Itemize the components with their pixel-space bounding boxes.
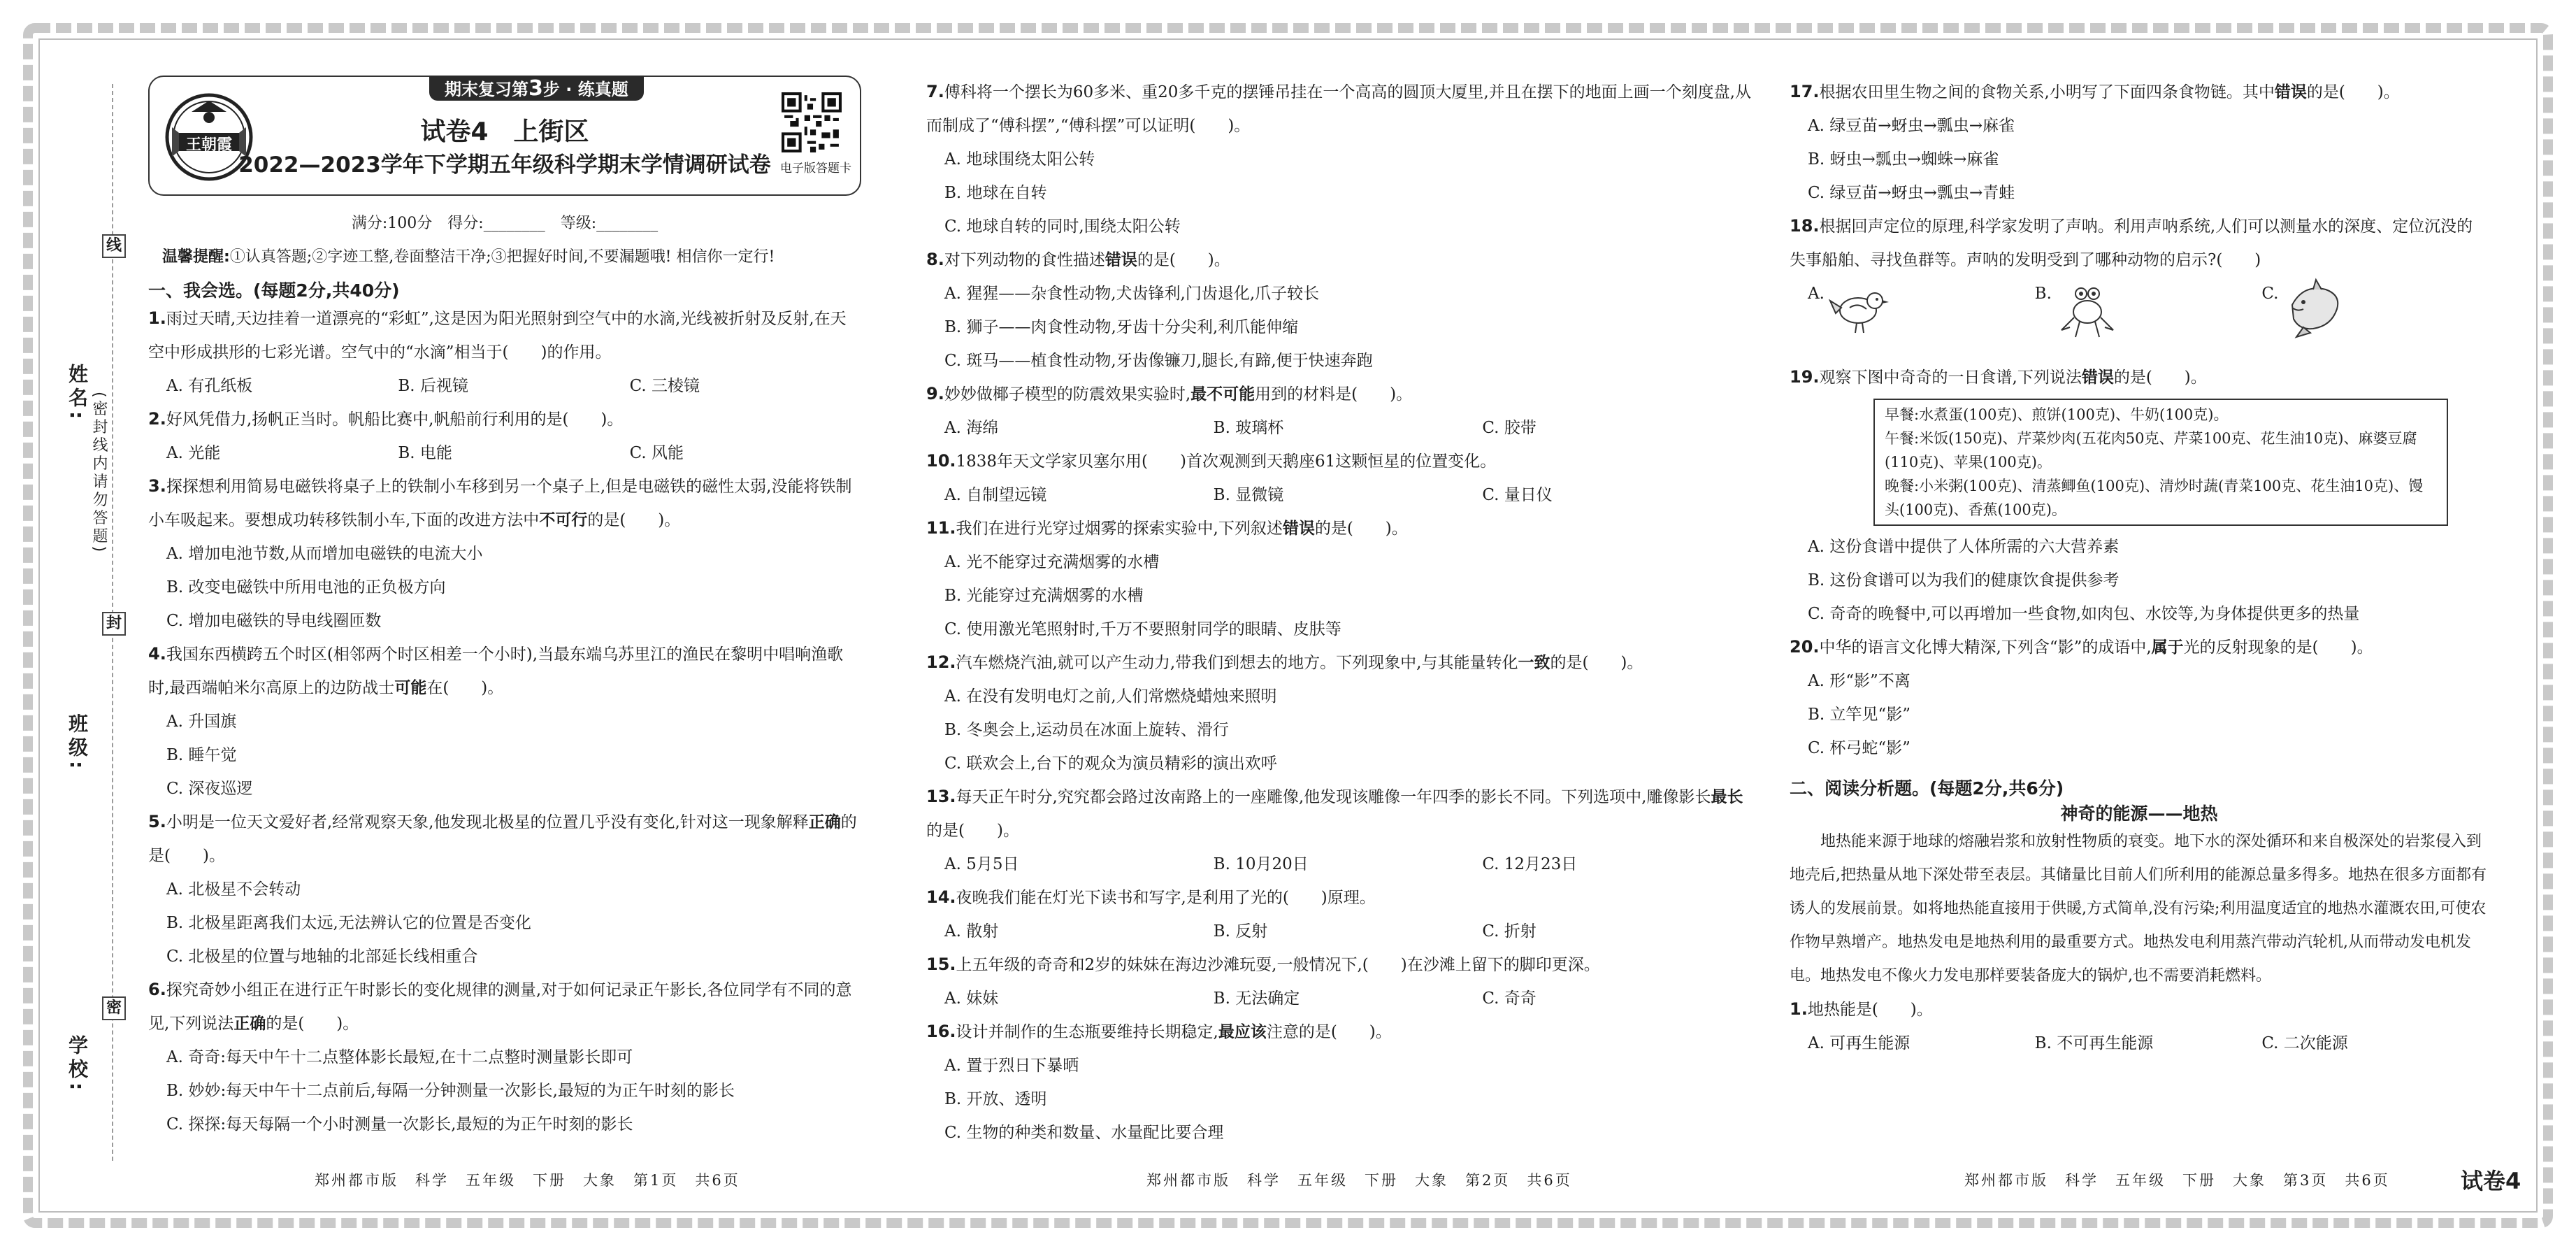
option-a[interactable]: A. 可再生能源: [1808, 1034, 1911, 1052]
option-b[interactable]: B. 睡午觉: [166, 746, 237, 764]
option-b[interactable]: B. 立竿见“影”: [1808, 706, 1911, 724]
question-9: 9.妙妙做椰子模型的防震效果实验时,最不可能用到的材料是( )。 A. 海绵 B. 玻璃杯 C. 胶带: [926, 378, 1751, 445]
option-a[interactable]: A. 升国旗: [166, 713, 237, 731]
question-12: 12.汽车燃烧汽油,就可以产生动力,带我们到想去的地方。下列现象中,与其能量转化一致的是( )。 A. 在没有发明电灯之前,人们常燃烧蜡烛来照明 B. 冬奥会上,运动员在冰面上旋转、滑行 C. 联欢会上,台下的观众为演员精彩的演出欢呼: [926, 646, 1751, 780]
option-c[interactable]: C.: [2261, 277, 2489, 361]
question-18: 18.根据回声定位的原理,科学家发明了声呐。利用声呐系统,人们可以测量水的深度、定位沉没的失事船舶、寻找鱼群等。声呐的发明受到了哪种动物的启示?( ) A. B. C.: [1790, 210, 2489, 361]
option-a[interactable]: A.: [1808, 277, 2035, 361]
question-20: 20.中华的语言文化博大精深,下列含“影”的成语中,属于光的反射现象的是( )。 A. 形“影”不离 B. 立竿见“影” C. 杯弓蛇“影”: [1790, 631, 2489, 765]
question-17: 17.根据农田里生物之间的食物关系,小明写了下面四条食物链。其中错误的是( )。 A. 绿豆苗→蚜虫→瓢虫→麻雀 B. 蚜虫→瓢虫→蜘蛛→麻雀 C. 绿豆苗→蚜虫→瓢虫→青蛙: [1790, 76, 2489, 210]
menu-dinner: 晚餐:小米粥(100克)、清蒸鲫鱼(100克)、清炒时蔬(青菜100克、花生油10克)、馒头(100克)、香蕉(100克)。: [1885, 478, 2424, 518]
menu-breakfast: 早餐:水煮蛋(100克)、煎饼(100克)、牛奶(100克)。: [1885, 406, 2229, 423]
seal-tag-secret: 密: [102, 996, 126, 1020]
question-14: 14.夜晚我们能在灯光下读书和写字,是利用了光的( )原理。 A. 散射 B. 反射 C. 折射: [926, 881, 1751, 948]
option-c[interactable]: C. 生物的种类和数量、水量配比要合理: [944, 1124, 1224, 1142]
exam-header: [148, 76, 861, 196]
review-step-tab: 期末复习第3步 · 练真题: [429, 76, 644, 101]
question-4: 4.我国东西横跨五个时区(相邻两个时区相差一个小时),当最东端乌苏里江的渔民在黎明中唱响渔歌时,最西端帕米尔高原上的边防战士可能在( )。 A. 升国旗 B. 睡午觉 C. 深夜巡逻: [148, 638, 861, 806]
option-b[interactable]: B. 开放、透明: [944, 1090, 1047, 1108]
option-c[interactable]: C. 二次能源: [2261, 1034, 2348, 1052]
option-a[interactable]: A. 光不能穿过充满烟雾的水槽: [944, 553, 1160, 571]
option-b[interactable]: B. 妙妙:每天中午十二点前后,每隔一分钟测量一次影长,最短的为正午时刻的影长: [166, 1082, 735, 1100]
page-footer-3: 郑州都市版 科学 五年级 下册 大象 第3页 共6页: [1964, 1172, 2390, 1189]
logo-text: 王朝霞: [185, 136, 232, 154]
option-a[interactable]: A. 自制望远镜: [944, 486, 1047, 504]
option-c[interactable]: C. 杯弓蛇“影”: [1808, 739, 1911, 757]
question-6: 6.探究奇妙小组正在进行正午时影长的变化规律的测量,对于如何记录正午影长,各位同学有不同的意见,下列说法正确的是( )。 A. 奇奇:每天中午十二点整体影长最短,在十二点整时测量影长即可 B. 妙妙:每天中午十二点前后,每隔一分钟测量一次影长,最短的为正午时刻的影长 C. 探探:每天每隔一个小时测量一次影长,最短的为正午时刻的影长: [148, 973, 861, 1141]
option-a[interactable]: A. 猩猩——杂食性动物,犬齿锋利,门齿退化,爪子较长: [944, 285, 1320, 303]
option-a[interactable]: A. 北极星不会转动: [166, 880, 301, 899]
option-c[interactable]: C. 深夜巡逻: [166, 780, 253, 798]
question-7: 7.傅科将一个摆长为60多米、重20多千克的摆锤吊挂在一个高高的圆顶大厦里,并且在摆下的地面上画一个刻度盘,从而制成了“傅科摆”,“傅科摆”可以证明( )。 A. 地球围绕太阳公转 B. 地球在自转 C. 地球自转的同时,围绕太阳公转: [926, 76, 1751, 243]
exam-subtitle: 2022—2023学年下学期五年级科学期末学情调研试卷: [238, 152, 771, 178]
option-a[interactable]: A. 妹妹: [944, 989, 999, 1008]
option-a[interactable]: A. 这份食谱中提供了人体所需的六大营养素: [1808, 538, 2120, 556]
option-c[interactable]: C. 北极星的位置与地轴的北部延长线相重合: [166, 948, 478, 966]
option-b[interactable]: B. 10月20日: [1213, 855, 1309, 873]
option-b[interactable]: B. 蚜虫→瓢虫→蜘蛛→麻雀: [1808, 150, 1999, 169]
option-b[interactable]: B. 这份食谱可以为我们的健康饮食提供参考: [1808, 571, 2120, 589]
option-b[interactable]: B. 光能穿过充满烟雾的水槽: [944, 587, 1144, 605]
option-c[interactable]: C. 探探:每天每隔一个小时测量一次影长,最短的为正午时刻的影长: [166, 1115, 633, 1134]
option-a[interactable]: A. 地球围绕太阳公转: [944, 150, 1095, 169]
option-a[interactable]: A. 光能: [166, 444, 221, 462]
question-15: 15.上五年级的奇奇和2岁的妹妹在海边沙滩玩耍,一般情况下,( )在沙滩上留下的脚印更深。 A. 妹妹 B. 无法确定 C. 奇奇: [926, 948, 1751, 1015]
page-column-3: [1790, 76, 2489, 1060]
option-c[interactable]: C. 胶带: [1482, 419, 1537, 437]
option-c[interactable]: C. 使用激光笔照射时,千万不要照射同学的眼睛、皮肤等: [944, 620, 1341, 638]
dolphin-icon: [2282, 277, 2345, 340]
option-a[interactable]: A. 在没有发明电灯之前,人们常燃烧蜡烛来照明: [944, 687, 1277, 706]
article-body: 地热能来源于地球的熔融岩浆和放射性物质的衰变。地下水的深处循环和来自极深处的岩浆侵入到地壳后,把热量从地下深处带至表层。其储量比目前人们所利用的能源总量多得多。地热在很多方面都有诱人的发展前景。如将地热能直接用于供暖,方式简单,没有污染;利用温度适宜的地热水灌溉农田,可使农作物早熟增产。地热发电是地热利用的最重要方式。地热发电利用蒸汽带动汽轮机,从而带动发电机发电。地热发电不像火力发电那样要装备庞大的锅炉,也不需要消耗燃料。: [1790, 833, 2487, 985]
question-11: 11.我们在进行光穿过烟雾的探索实验中,下列叙述错误的是( )。 A. 光不能穿过充满烟雾的水槽 B. 光能穿过充满烟雾的水槽 C. 使用激光笔照射时,千万不要照射同学的眼睛、皮肤等: [926, 512, 1751, 646]
option-c[interactable]: C. 12月23日: [1482, 855, 1578, 873]
option-a[interactable]: A. 海绵: [944, 419, 999, 437]
exam-title: 试卷4 上街区: [420, 117, 589, 146]
option-a[interactable]: A. 有孔纸板: [166, 377, 253, 395]
option-c[interactable]: C. 奇奇的晚餐中,可以再增加一些食物,如肉包、水饺等,为身体提供更多的热量: [1808, 605, 2360, 623]
qr-caption: 电子版答题卡: [780, 162, 851, 176]
option-c[interactable]: C. 增加电磁铁的导电线圈匝数: [166, 612, 382, 630]
option-a[interactable]: A. 绿豆苗→蚜虫→瓢虫→麻雀: [1808, 117, 2015, 135]
question-13: 13.每天正午时分,究究都会路过汝南路上的一座雕像,他发现该雕像一年四季的影长不同。下列选项中,雕像影长最长的是( )。 A. 5月5日 B. 10月20日 C. 12月23日: [926, 780, 1751, 881]
question-5: 5.小明是一位天文爱好者,经常观察天象,他发现北极星的位置几乎没有变化,针对这一现象解释正确的是( )。 A. 北极星不会转动 B. 北极星距离我们太远,无法辨认它的位置是否变化 C. 北极星的位置与地轴的北部延长线相重合: [148, 806, 861, 973]
option-b[interactable]: B. 玻璃杯: [1213, 419, 1284, 437]
option-a[interactable]: A. 散射: [944, 922, 999, 941]
article-title: 神奇的能源——地热: [2060, 803, 2218, 824]
option-b[interactable]: B. 地球在自转: [944, 184, 1047, 202]
option-a[interactable]: A. 5月5日: [944, 855, 1019, 873]
option-b[interactable]: B. 冬奥会上,运动员在冰面上旋转、滑行: [944, 721, 1229, 739]
option-c[interactable]: C. 三棱镜: [629, 377, 700, 395]
page-column-1: [148, 76, 861, 1141]
page-column-2: [926, 76, 1751, 1150]
name-field-label: 姓名:: [66, 364, 89, 424]
question-10: 10.1838年天文学家贝塞尔用( )首次观测到天鹅座61这颗恒星的位置变化。 A. 自制望远镜 B. 显微镜 C. 量日仪: [926, 445, 1751, 512]
exam-tip: 温馨提醒:①认真答题;②字迹工整,卷面整洁干净;③把握好时间,不要漏题哦! 相信你一定行!: [162, 248, 775, 266]
option-b[interactable]: B.: [2035, 277, 2262, 361]
option-c[interactable]: C. 风能: [629, 444, 684, 462]
option-b[interactable]: B. 显微镜: [1213, 486, 1284, 504]
option-a[interactable]: A. 置于烈日下暴晒: [944, 1057, 1079, 1075]
bird-icon: [1829, 277, 1892, 340]
option-c[interactable]: C. 折射: [1482, 922, 1537, 941]
seal-tag-line: 线: [102, 234, 126, 258]
menu-lunch: 午餐:米饭(150克)、芹菜炒肉(五花肉50克、芹菜100克、花生油10克)、麻婆豆腐(110克)、苹果(100克)。: [1885, 430, 2417, 471]
score-line: 满分:100分 得分:________ 等级:________: [351, 215, 659, 232]
section-multiple-choice: 一、我会选。(每题2分,共40分): [148, 280, 400, 301]
question-16: 16.设计并制作的生态瓶要维持长期稳定,最应该注意的是( )。 A. 置于烈日下暴晒 B. 开放、透明 C. 生物的种类和数量、水量配比要合理: [926, 1015, 1751, 1150]
option-c[interactable]: C. 奇奇: [1482, 989, 1537, 1008]
option-c[interactable]: C. 地球自转的同时,围绕太阳公转: [944, 217, 1181, 236]
option-b[interactable]: B. 无法确定: [1213, 989, 1300, 1008]
option-b[interactable]: B. 北极星距离我们太远,无法辨认它的位置是否变化: [166, 914, 531, 932]
qr-code-icon[interactable]: [782, 92, 842, 152]
option-b[interactable]: B. 改变电磁铁中所用电池的正负极方向: [166, 578, 446, 596]
option-b[interactable]: B. 电能: [398, 444, 452, 462]
seal-note: (密封线内请勿答题): [90, 392, 108, 555]
option-c[interactable]: C. 斑马——植食性动物,牙齿像镰刀,腿长,有蹄,便于快速奔跑: [944, 352, 1373, 370]
seal-tag-seal: 封: [102, 612, 126, 636]
question-19: 19.观察下图中奇奇的一日食谱,下列说法错误的是( )。 早餐:水煮蛋(100克)、煎饼(100克)、牛奶(100克)。 午餐:米饭(150克)、芹菜炒肉(五花肉50克、芹菜100克、花生油10克)、麻婆豆腐(110克)、苹果(100克)。 晚餐:小米粥(100克)、清蒸鲫鱼(100克)、清炒时蔬(青菜100克、花生油10克)、馒头(100克)、香蕉(100克)。 A. 这份食谱中提供了人体所需的六大营养素 B. 这份食谱可以为我们的健康饮食提供参考 C. 奇奇的晚餐中,可以再增加一些食物,如肉包、水饺等,为身体提供更多的热量: [1790, 361, 2489, 631]
option-b[interactable]: B. 反射: [1213, 922, 1268, 941]
question-2: 2.好风凭借力,扬帆正当时。帆船比赛中,帆船前行利用的是( )。 A. 光能 B. 电能 C. 风能: [148, 403, 861, 470]
question-8: 8.对下列动物的食性描述错误的是( )。 A. 猩猩——杂食性动物,犬齿锋利,门齿退化,爪子较长 B. 狮子——肉食性动物,牙齿十分尖利,利爪能伸缩 C. 斑马——植食性动物,牙齿像镰刀,腿长,有蹄,便于快速奔跑: [926, 243, 1751, 378]
paper-number-tag: 试卷4: [2461, 1168, 2521, 1194]
option-a[interactable]: A. 形“影”不离: [1808, 672, 1911, 690]
option-c[interactable]: C. 量日仪: [1482, 486, 1553, 504]
school-field-label: 学校:: [66, 1035, 89, 1095]
option-a[interactable]: A. 增加电池节数,从而增加电磁铁的电流大小: [166, 545, 483, 563]
question-3: 3.探探想利用简易电磁铁将桌子上的铁制小车移到另一个桌子上,但是电磁铁的磁性太弱,没能将铁制小车吸起来。要想成功转移铁制小车,下面的改进方法中不可行的是( )。 A. 增加电池节数,从而增加电磁铁的电流大小 B. 改变电磁铁中所用电池的正负极方向 C. 增加电磁铁的导电线圈匝数: [148, 470, 861, 638]
option-b[interactable]: B. 不可再生能源: [2034, 1034, 2154, 1052]
class-field-label: 班级:: [66, 713, 89, 773]
option-b[interactable]: B. 狮子——肉食性动物,牙齿十分尖利,利爪能伸缩: [944, 318, 1299, 336]
option-c[interactable]: C. 绿豆苗→蚜虫→瓢虫→青蛙: [1808, 184, 2015, 202]
page-footer-2: 郑州都市版 科学 五年级 下册 大象 第2页 共6页: [1146, 1172, 1572, 1189]
option-b[interactable]: B. 后视镜: [398, 377, 468, 395]
section-reading: 二、阅读分析题。(每题2分,共6分): [1790, 778, 2064, 799]
option-a[interactable]: A. 奇奇:每天中午十二点整体影长最短,在十二点整时测量影长即可: [166, 1048, 633, 1066]
reading-question-1: 1.地热能是( )。 A. 可再生能源 B. 不可再生能源 C. 二次能源: [1790, 993, 2489, 1060]
page-footer-1: 郑州都市版 科学 五年级 下册 大象 第1页 共6页: [315, 1172, 740, 1189]
daily-menu-box: [1873, 399, 2448, 526]
option-c[interactable]: C. 联欢会上,台下的观众为演员精彩的演出欢呼: [944, 755, 1277, 773]
frog-icon: [2056, 277, 2119, 340]
question-1: 1.雨过天晴,天边挂着一道漂亮的“彩虹”,这是因为阳光照射到空气中的水滴,光线被折射及反射,在天空中形成拱形的七彩光谱。空气中的“水滴”相当于( )的作用。 A. 有孔纸板 B. 后视镜 C. 三棱镜: [148, 302, 861, 403]
